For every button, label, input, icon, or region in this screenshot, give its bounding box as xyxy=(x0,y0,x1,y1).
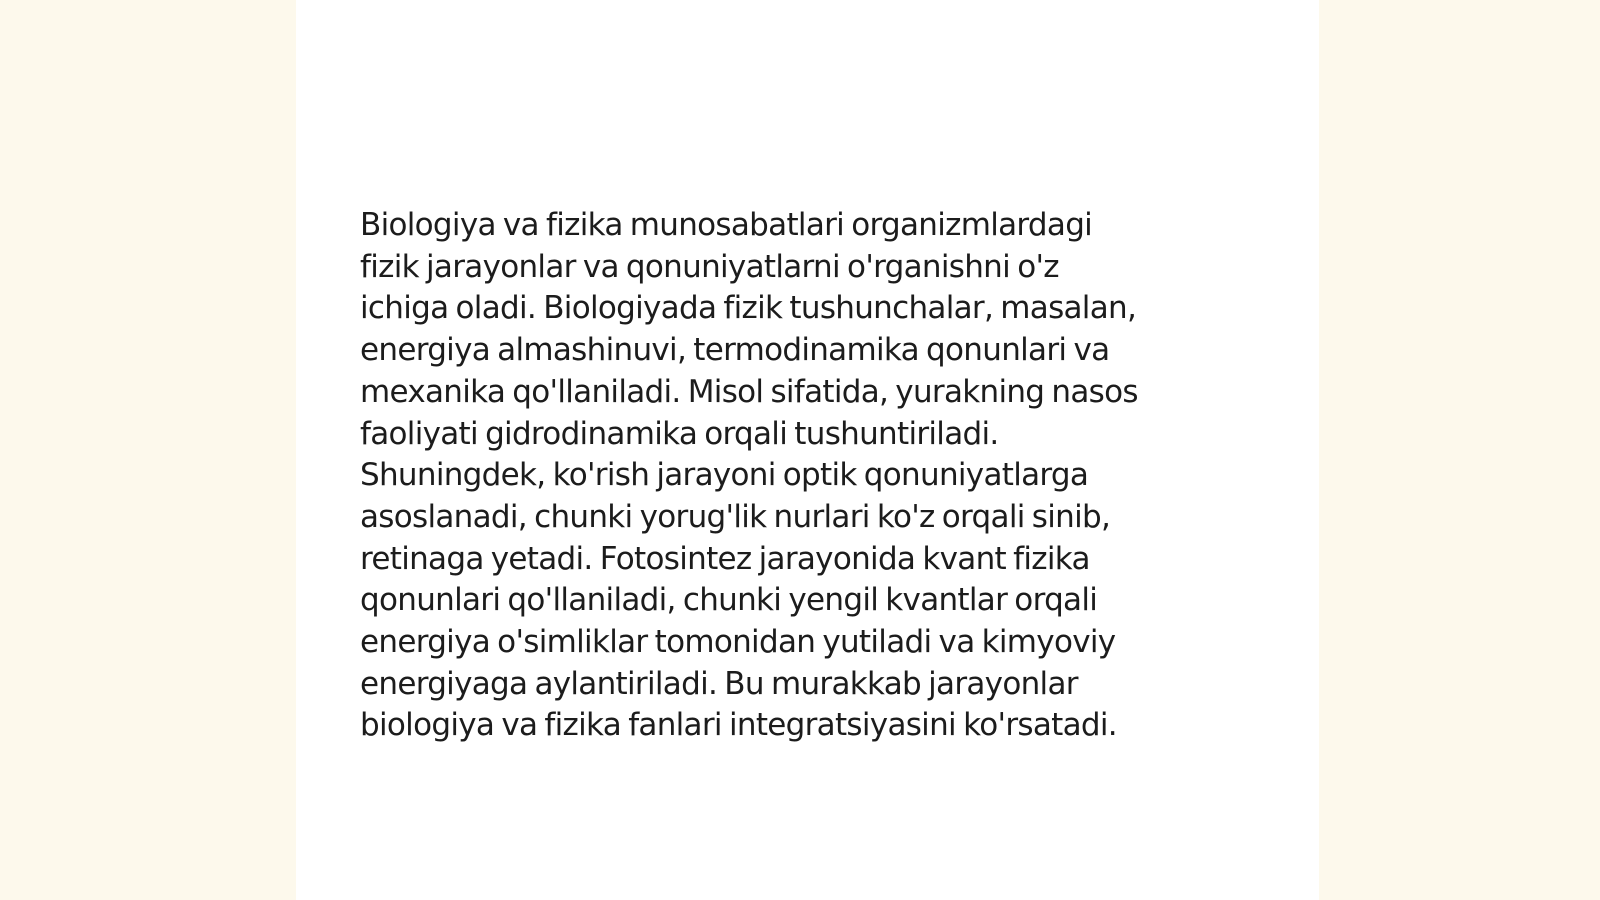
body-paragraph: Biologiya va fizika munosabatlari organizmlardagi fizik jarayonlar va qonuniyatlarni o'rganishni o'z ichiga oladi. Biologiyada fizik tushunchalar, masalan, energiya almashinuvi, termodinamika qonunlari va mexanika qo'llaniladi. Misol sifatida, yurakning nasos faoliyati gidrodinamika orqali tushuntiriladi. Shuningdek, ko'rish jarayoni optik qonuniyatlarga asoslanadi, chunki yorug'lik nurlari ko'z orqali sinib, retinaga yetadi. Fotosintez jarayonida kvant fizika qonunlari qo'llaniladi, chunki yengil kvantlar orqali energiya o'simliklar tomonidan yutiladi va kimyoviy energiyaga aylantiriladi. Bu murakkab jarayonlar biologiya va fizika fanlari integratsiyasini ko'rsatadi. xyxy=(360,207,1138,744)
document-page xyxy=(296,0,1319,900)
